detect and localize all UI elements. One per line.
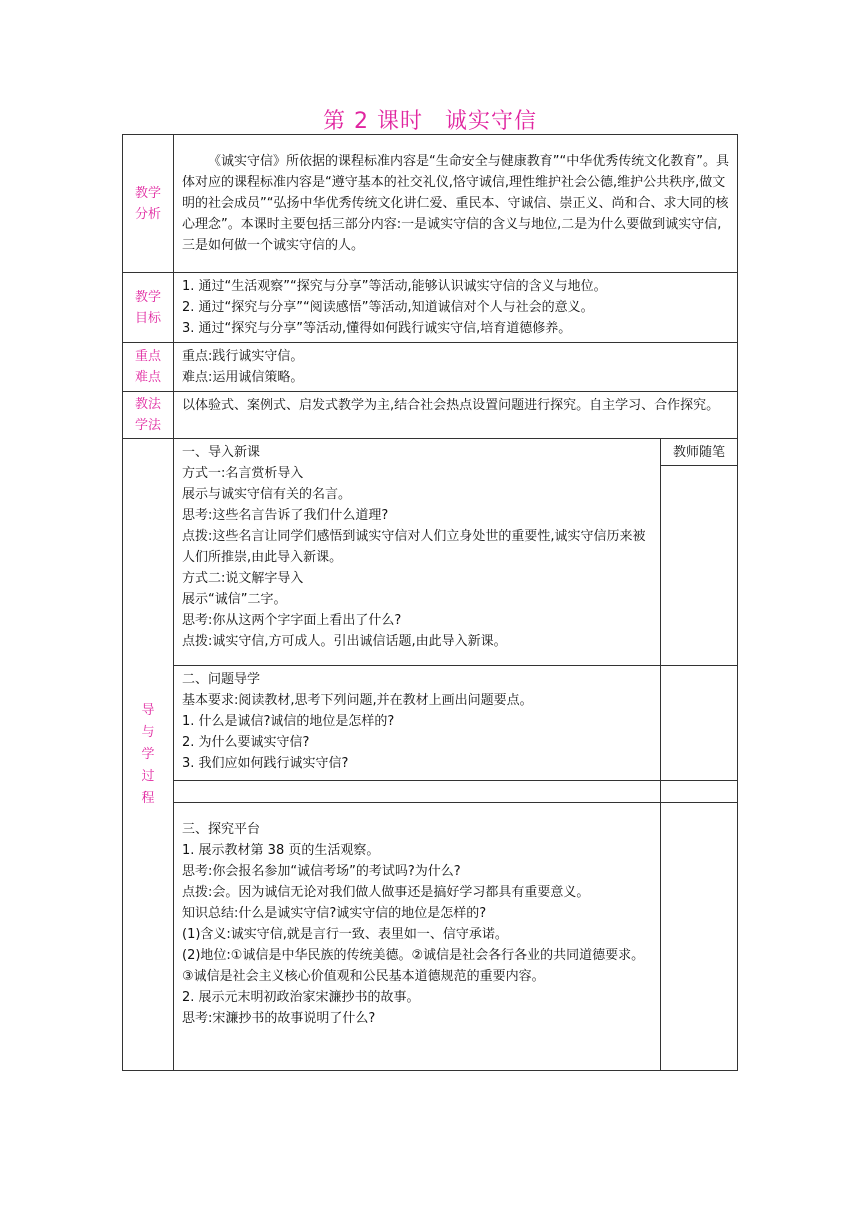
row-process-2 — [123, 666, 738, 781]
label-char: 导 — [141, 702, 155, 718]
text-line: 点拨:会。因为诚信无论对我们做人做事还是搞好学习都具有重要意义。 — [182, 885, 590, 900]
label-line: 教法 — [134, 397, 161, 412]
label-line: 教学 — [134, 185, 161, 201]
label-line: 教学 — [134, 289, 161, 305]
goal-item: 2. 通过“探究与分享”“阅读感悟”等活动,知道诚信对个人与社会的意义。 — [182, 300, 594, 315]
label-line: 目标 — [134, 310, 161, 326]
intro-section — [174, 439, 661, 666]
section-heading: 一、导入新课 — [182, 445, 261, 460]
explore-section — [174, 803, 661, 1071]
blank-cell — [174, 781, 661, 803]
page-title — [0, 104, 860, 135]
label-method — [123, 392, 174, 439]
label-line: 学法 — [134, 418, 161, 433]
text-line: 方式二:说文解字导入 — [182, 571, 304, 586]
text-line: 展示“诚信”二字。 — [182, 592, 287, 607]
method-cell — [174, 392, 738, 439]
text-line: 展示与诚实守信有关的名言。 — [182, 487, 352, 502]
lesson-plan-table — [122, 134, 738, 1071]
lesson-number: 第 2 课时 — [323, 109, 423, 134]
label-goals — [123, 273, 174, 343]
row-goals — [123, 273, 738, 343]
text-line: 思考:这些名言告诉了我们什么道理? — [182, 508, 389, 523]
text-line: (2)地位:①诚信是中华民族的传统美德。②诚信是社会各行各业的共同道德要求。③诚信是社会主义核心价值观和公民基本道德规范的重要内容。 — [182, 948, 645, 984]
analysis-text: 《诚实守信》所依据的课程标准内容是“生命安全与健康教育”“中华优秀传统文化教育”。具体对应的课程标准内容是“遵守基本的社交礼仪,恪守诚信,理性维护社会公德,维护公共秩序,做文明的社会成员”“弘扬中华优秀传统文化讲仁爱、重民本、守诚信、崇正义、尚和合、求大同的核心理念”。本课时主要包括三部分内容:一是诚实守信的含义与地位,二是为什么要做到诚实守信,三是如何做一个诚实守信的人。 — [182, 154, 729, 253]
difficult-point: 难点:运用诚信策略。 — [182, 370, 304, 385]
label-analysis — [123, 135, 174, 273]
label-line: 难点 — [134, 370, 161, 385]
row-method — [123, 392, 738, 439]
row-process-1 — [123, 439, 738, 466]
label-char: 过 — [141, 768, 155, 784]
label-line: 重点 — [134, 349, 161, 364]
guide-section — [174, 666, 661, 781]
text-line: 点拨:诚实守信,方可成人。引出诚信话题,由此导入新课。 — [182, 634, 507, 649]
text-line: 思考:宋濂抄书的故事说明了什么? — [182, 1011, 376, 1026]
notes-cell[interactable] — [661, 781, 738, 803]
row-process-blank — [123, 781, 738, 803]
goal-item: 1. 通过“生活观察”“探究与分享”等活动,能够认识诚实守信的含义与地位。 — [182, 279, 607, 294]
section-heading: 二、问题导学 — [182, 672, 261, 687]
text-line: 1. 展示教材第 38 页的生活观察。 — [182, 843, 380, 858]
notes-cell[interactable] — [661, 466, 738, 666]
key-cell — [174, 343, 738, 392]
row-analysis — [123, 135, 738, 273]
notes-cell[interactable] — [661, 803, 738, 1071]
label-process — [123, 439, 174, 1071]
text-line: 基本要求:阅读教材,思考下列问题,并在教材上画出问题要点。 — [182, 693, 533, 708]
notes-cell[interactable] — [661, 666, 738, 781]
text-line: 3. 我们应如何践行诚实守信? — [182, 756, 349, 771]
text-line: 2. 为什么要诚实守信? — [182, 735, 310, 750]
notes-header: 教师随笔 — [661, 439, 738, 466]
text-line: 思考:你会报名参加“诚信考场”的考试吗?为什么? — [182, 864, 461, 879]
analysis-text-cell — [174, 135, 738, 273]
row-key — [123, 343, 738, 392]
label-line: 分析 — [134, 206, 161, 222]
text-line: 思考:你从这两个字字面上看出了什么? — [182, 613, 402, 628]
label-key — [123, 343, 174, 392]
text-line: 1. 什么是诚信?诚信的地位是怎样的? — [182, 714, 395, 729]
lesson-name: 诚实守信 — [444, 109, 537, 134]
goal-item: 3. 通过“探究与分享”等活动,懂得如何践行诚实守信,培育道德修养。 — [182, 321, 572, 336]
text-line: 知识总结:什么是诚实守信?诚实守信的地位是怎样的? — [182, 906, 487, 921]
method-text: 以体验式、案例式、启发式教学为主,结合社会热点设置问题进行探究。自主学习、合作探究。 — [182, 398, 720, 413]
label-char: 学 — [141, 746, 155, 762]
key-point: 重点:践行诚实守信。 — [182, 349, 304, 364]
label-char: 与 — [141, 724, 155, 740]
text-line: 2. 展示元末明初政治家宋濂抄书的故事。 — [182, 990, 420, 1005]
label-char: 程 — [141, 790, 155, 806]
goals-cell — [174, 273, 738, 343]
section-heading: 三、探究平台 — [182, 822, 261, 837]
text-line: 方式一:名言赏析导入 — [182, 466, 304, 481]
text-line: 点拨:这些名言让同学们感悟到诚实守信对人们立身处世的重要性,诚实守信历来被人们所推崇,由此导入新课。 — [182, 529, 646, 565]
text-line: (1)含义:诚实守信,就是言行一致、表里如一、信守承诺。 — [182, 927, 508, 942]
row-process-3 — [123, 803, 738, 1071]
